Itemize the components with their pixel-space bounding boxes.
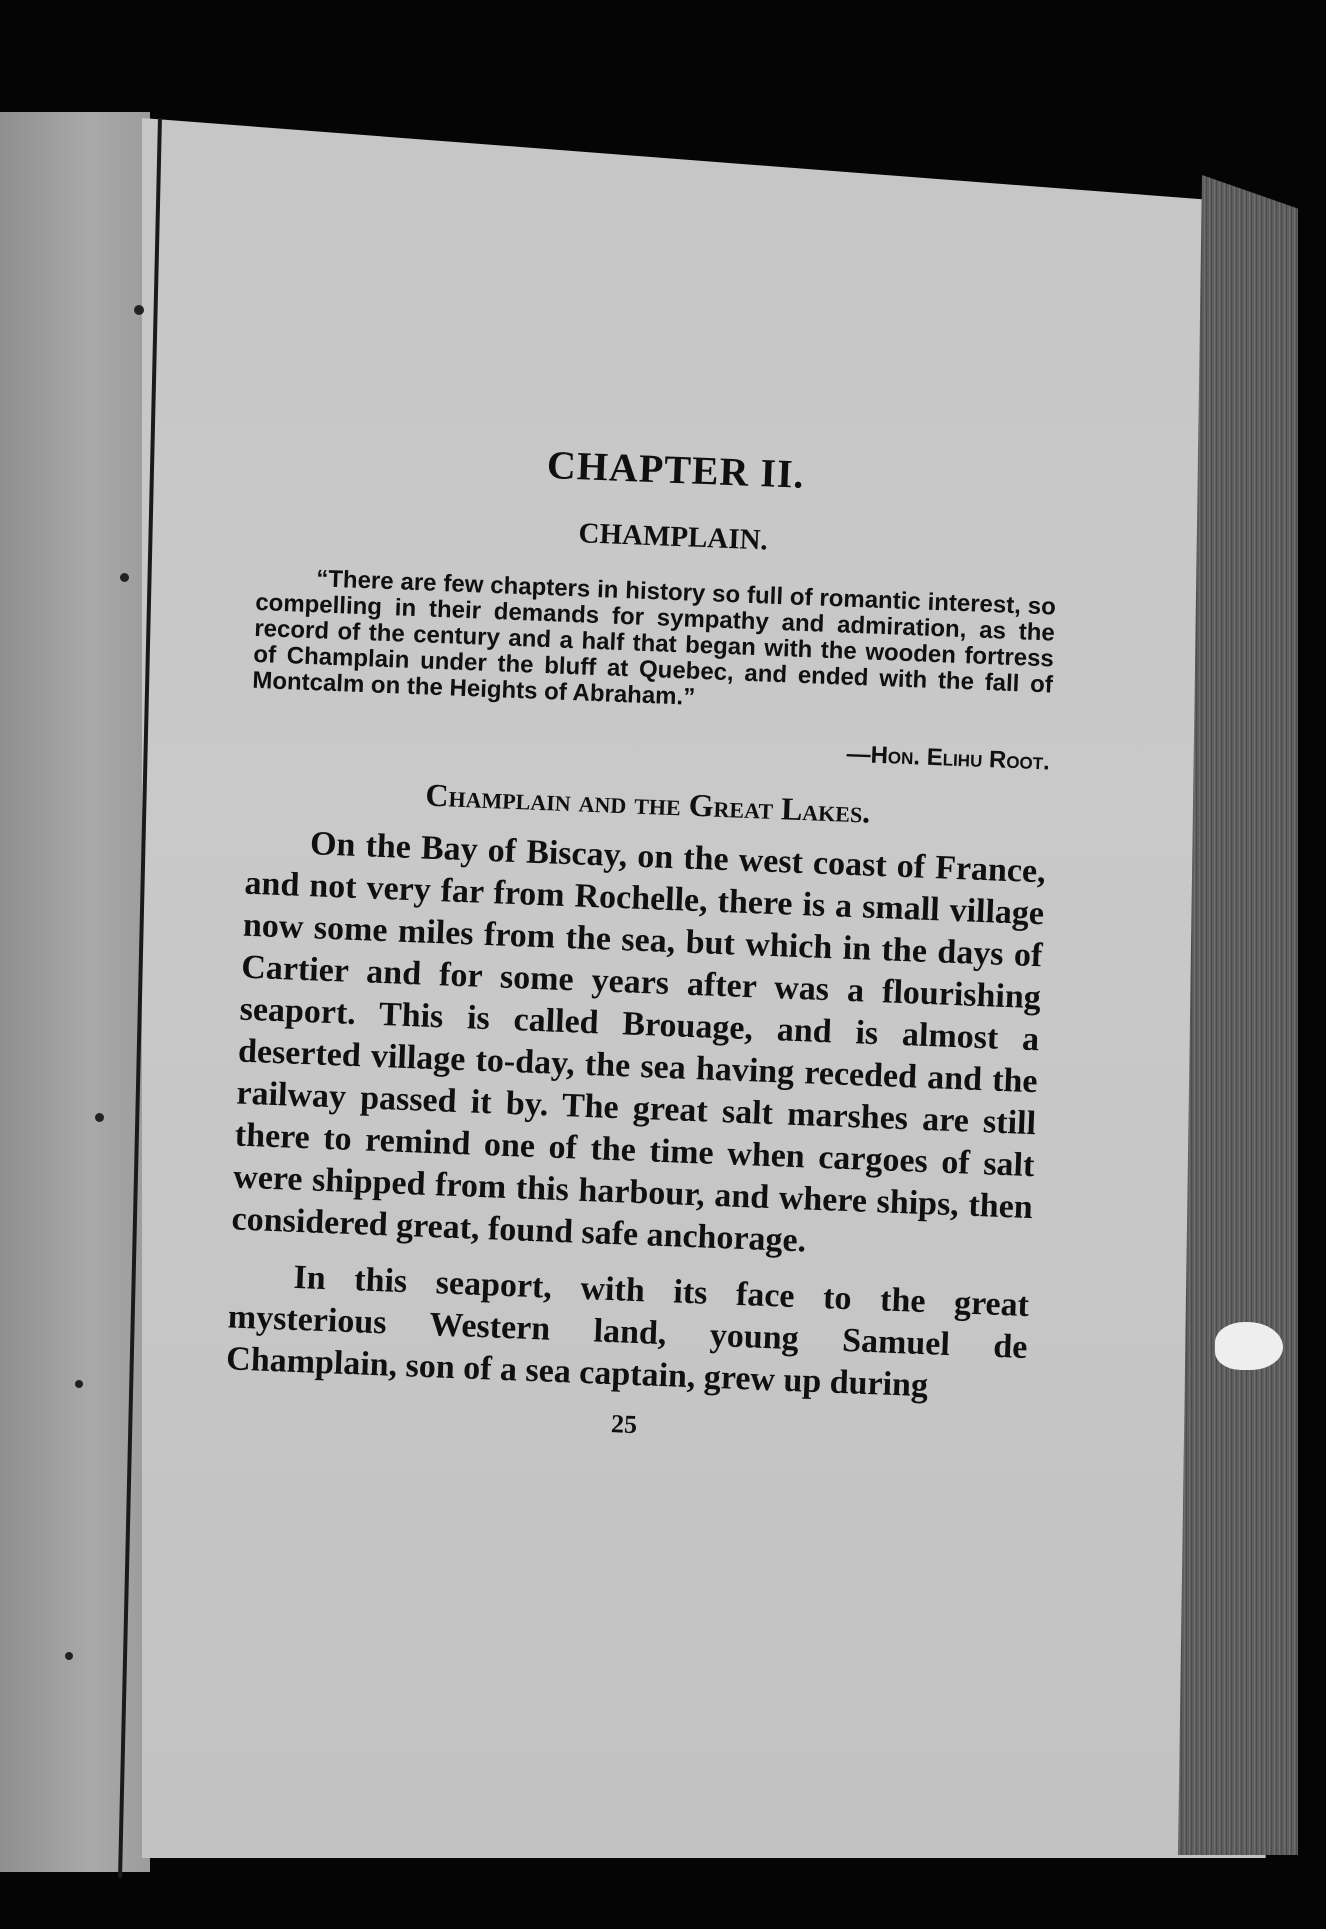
binding-dot	[65, 1652, 73, 1660]
epigraph: “There are few chapters in history so full of romantic interest, so compelling in their demands for sympathy and admiration, as the record of the century and a half that began with the wooden fortress of Champlain under the bluff at Quebec, and ended with the fall of Montcalm on the Heights of Abraham.”	[251, 565, 1057, 711]
page-damage-spot	[1215, 1322, 1283, 1370]
epigraph-attribution: —Hon. Elihu Root.	[846, 740, 1051, 776]
page-text	[223, 430, 1062, 1481]
body-paragraph: On the Bay of Biscay, on the west coast of France, and not very far from Rochelle, there is a small village now some miles from the sea, but which in the days of Cartier and for some years after was a flourishing seaport. This is called Brouage, and is almost a deserted village to-day, the sea having receded and the railway passed it by. The great salt marshes are still there to remind one of the time when cargoes of salt were shipped from this harbour, and where ships, then considered great, found safe anchorage.	[230, 825, 1047, 1260]
binding-dot	[134, 305, 144, 315]
binding-dot	[120, 573, 129, 582]
page-number: 25	[610, 1409, 638, 1440]
binding-dot	[95, 1113, 104, 1122]
body-paragraph: In this seaport, with its face to the great mysterious Western land, young Samuel de Champlain, son of a sea captain, grew up during	[225, 1258, 1030, 1405]
chapter-heading: CHAPTER II.	[546, 441, 806, 497]
section-heading: Champlain and the Great Lakes.	[424, 776, 872, 830]
binding-dot	[75, 1380, 83, 1388]
chapter-title: CHAMPLAIN.	[578, 517, 769, 557]
